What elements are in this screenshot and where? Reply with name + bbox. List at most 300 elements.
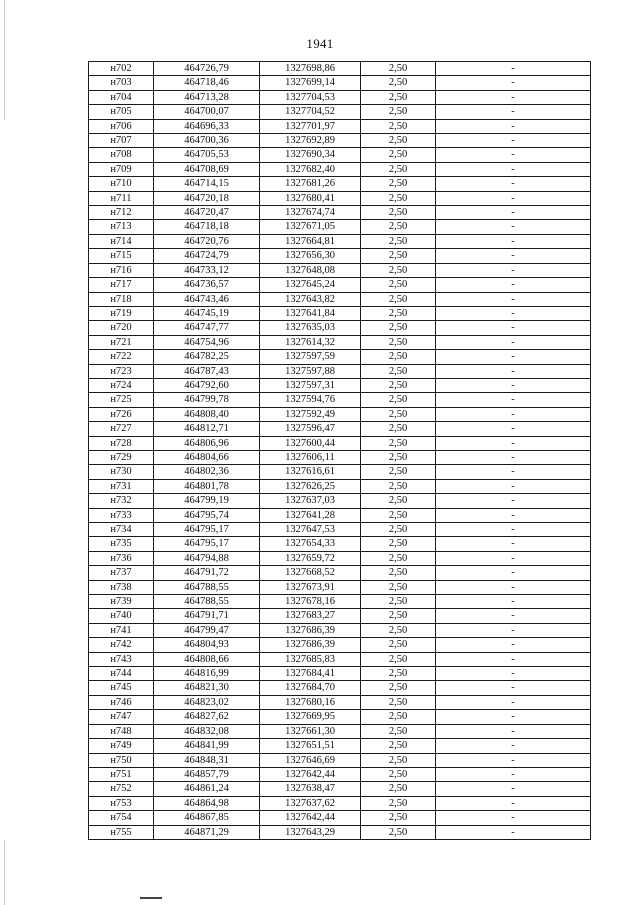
table-row <box>89 350 591 364</box>
description-cell: - <box>436 436 591 450</box>
point-id-cell: н735 <box>89 537 154 551</box>
description-cell: - <box>436 306 591 320</box>
y-coordinate-cell: 1327684,41 <box>260 667 361 681</box>
y-coordinate-cell: 1327698,86 <box>260 62 361 76</box>
point-id-cell: н704 <box>89 90 154 104</box>
y-coordinate-cell: 1327683,27 <box>260 609 361 623</box>
description-cell: - <box>436 767 591 781</box>
accuracy-cell: 2,50 <box>361 162 436 176</box>
x-coordinate-cell: 464714,15 <box>154 177 260 191</box>
point-id-cell: н705 <box>89 105 154 119</box>
point-id-cell: н712 <box>89 206 154 220</box>
point-id-cell: н716 <box>89 263 154 277</box>
y-coordinate-cell: 1327592,49 <box>260 407 361 421</box>
table-row <box>89 177 591 191</box>
y-coordinate-cell: 1327668,52 <box>260 566 361 580</box>
description-cell: - <box>436 580 591 594</box>
x-coordinate-cell: 464871,29 <box>154 825 260 839</box>
accuracy-cell: 2,50 <box>361 523 436 537</box>
description-cell: - <box>436 393 591 407</box>
point-id-cell: н753 <box>89 796 154 810</box>
table-row <box>89 566 591 580</box>
accuracy-cell: 2,50 <box>361 450 436 464</box>
point-id-cell: н746 <box>89 695 154 709</box>
description-cell: - <box>436 609 591 623</box>
table-row <box>89 321 591 335</box>
accuracy-cell: 2,50 <box>361 652 436 666</box>
point-id-cell: н724 <box>89 378 154 392</box>
y-coordinate-cell: 1327646,69 <box>260 753 361 767</box>
point-id-cell: н754 <box>89 811 154 825</box>
y-coordinate-cell: 1327681,26 <box>260 177 361 191</box>
description-cell: - <box>436 378 591 392</box>
coordinates-table-body <box>89 62 591 840</box>
accuracy-cell: 2,50 <box>361 177 436 191</box>
x-coordinate-cell: 464713,28 <box>154 90 260 104</box>
accuracy-cell: 2,50 <box>361 494 436 508</box>
y-coordinate-cell: 1327686,39 <box>260 638 361 652</box>
x-coordinate-cell: 464795,17 <box>154 537 260 551</box>
description-cell: - <box>436 321 591 335</box>
point-id-cell: н709 <box>89 162 154 176</box>
point-id-cell: н744 <box>89 667 154 681</box>
accuracy-cell: 2,50 <box>361 119 436 133</box>
point-id-cell: н728 <box>89 436 154 450</box>
point-id-cell: н745 <box>89 681 154 695</box>
accuracy-cell: 2,50 <box>361 90 436 104</box>
point-id-cell: н742 <box>89 638 154 652</box>
page-number: 1941 <box>306 36 334 51</box>
description-cell: - <box>436 134 591 148</box>
y-coordinate-cell: 1327597,59 <box>260 350 361 364</box>
table-row <box>89 191 591 205</box>
scan-edge-mark <box>4 0 5 120</box>
table-row <box>89 76 591 90</box>
x-coordinate-cell: 464848,31 <box>154 753 260 767</box>
accuracy-cell: 2,50 <box>361 695 436 709</box>
x-coordinate-cell: 464745,19 <box>154 306 260 320</box>
point-id-cell: н721 <box>89 335 154 349</box>
x-coordinate-cell: 464808,40 <box>154 407 260 421</box>
description-cell: - <box>436 681 591 695</box>
x-coordinate-cell: 464794,88 <box>154 551 260 565</box>
table-row <box>89 364 591 378</box>
point-id-cell: н752 <box>89 782 154 796</box>
x-coordinate-cell: 464720,47 <box>154 206 260 220</box>
point-id-cell: н707 <box>89 134 154 148</box>
description-cell: - <box>436 566 591 580</box>
accuracy-cell: 2,50 <box>361 407 436 421</box>
description-cell: - <box>436 177 591 191</box>
point-id-cell: н750 <box>89 753 154 767</box>
accuracy-cell: 2,50 <box>361 580 436 594</box>
x-coordinate-cell: 464720,76 <box>154 234 260 248</box>
description-cell: - <box>436 623 591 637</box>
table-row <box>89 450 591 464</box>
description-cell: - <box>436 479 591 493</box>
y-coordinate-cell: 1327647,53 <box>260 523 361 537</box>
point-id-cell: н730 <box>89 465 154 479</box>
point-id-cell: н736 <box>89 551 154 565</box>
table-row <box>89 523 591 537</box>
y-coordinate-cell: 1327656,30 <box>260 249 361 263</box>
accuracy-cell: 2,50 <box>361 278 436 292</box>
table-row <box>89 422 591 436</box>
x-coordinate-cell: 464791,72 <box>154 566 260 580</box>
y-coordinate-cell: 1327637,62 <box>260 796 361 810</box>
point-id-cell: н734 <box>89 523 154 537</box>
x-coordinate-cell: 464788,55 <box>154 580 260 594</box>
table-row <box>89 465 591 479</box>
y-coordinate-cell: 1327648,08 <box>260 263 361 277</box>
point-id-cell: н751 <box>89 767 154 781</box>
description-cell: - <box>436 667 591 681</box>
accuracy-cell: 2,50 <box>361 378 436 392</box>
table-row <box>89 494 591 508</box>
y-coordinate-cell: 1327597,88 <box>260 364 361 378</box>
table-row <box>89 234 591 248</box>
table-row <box>89 638 591 652</box>
y-coordinate-cell: 1327701,97 <box>260 119 361 133</box>
table-row <box>89 407 591 421</box>
accuracy-cell: 2,50 <box>361 393 436 407</box>
x-coordinate-cell: 464791,71 <box>154 609 260 623</box>
table-row <box>89 306 591 320</box>
point-id-cell: н719 <box>89 306 154 320</box>
x-coordinate-cell: 464743,46 <box>154 292 260 306</box>
x-coordinate-cell: 464804,66 <box>154 450 260 464</box>
accuracy-cell: 2,50 <box>361 623 436 637</box>
x-coordinate-cell: 464747,77 <box>154 321 260 335</box>
table-row <box>89 767 591 781</box>
point-id-cell: н727 <box>89 422 154 436</box>
y-coordinate-cell: 1327642,44 <box>260 767 361 781</box>
x-coordinate-cell: 464718,46 <box>154 76 260 90</box>
y-coordinate-cell: 1327597,31 <box>260 378 361 392</box>
y-coordinate-cell: 1327674,74 <box>260 206 361 220</box>
table-row <box>89 134 591 148</box>
point-id-cell: н717 <box>89 278 154 292</box>
description-cell: - <box>436 105 591 119</box>
table-row <box>89 595 591 609</box>
description-cell: - <box>436 407 591 421</box>
point-id-cell: н732 <box>89 494 154 508</box>
description-cell: - <box>436 537 591 551</box>
description-cell: - <box>436 796 591 810</box>
y-coordinate-cell: 1327645,24 <box>260 278 361 292</box>
accuracy-cell: 2,50 <box>361 667 436 681</box>
x-coordinate-cell: 464795,74 <box>154 508 260 522</box>
accuracy-cell: 2,50 <box>361 566 436 580</box>
accuracy-cell: 2,50 <box>361 206 436 220</box>
y-coordinate-cell: 1327654,33 <box>260 537 361 551</box>
description-cell: - <box>436 710 591 724</box>
y-coordinate-cell: 1327641,84 <box>260 306 361 320</box>
accuracy-cell: 2,50 <box>361 508 436 522</box>
x-coordinate-cell: 464700,07 <box>154 105 260 119</box>
table-row <box>89 90 591 104</box>
table-row <box>89 335 591 349</box>
x-coordinate-cell: 464861,24 <box>154 782 260 796</box>
accuracy-cell: 2,50 <box>361 263 436 277</box>
description-cell: - <box>436 523 591 537</box>
table-row <box>89 436 591 450</box>
accuracy-cell: 2,50 <box>361 321 436 335</box>
y-coordinate-cell: 1327680,41 <box>260 191 361 205</box>
accuracy-cell: 2,50 <box>361 62 436 76</box>
x-coordinate-cell: 464754,96 <box>154 335 260 349</box>
point-id-cell: н710 <box>89 177 154 191</box>
x-coordinate-cell: 464799,19 <box>154 494 260 508</box>
y-coordinate-cell: 1327651,51 <box>260 739 361 753</box>
description-cell: - <box>436 638 591 652</box>
accuracy-cell: 2,50 <box>361 220 436 234</box>
description-cell: - <box>436 724 591 738</box>
y-coordinate-cell: 1327635,03 <box>260 321 361 335</box>
x-coordinate-cell: 464857,79 <box>154 767 260 781</box>
scan-edge-mark <box>4 840 5 905</box>
y-coordinate-cell: 1327673,91 <box>260 580 361 594</box>
table-row <box>89 479 591 493</box>
table-row <box>89 551 591 565</box>
description-cell: - <box>436 206 591 220</box>
point-id-cell: н720 <box>89 321 154 335</box>
description-cell: - <box>436 220 591 234</box>
x-coordinate-cell: 464700,36 <box>154 134 260 148</box>
table-row <box>89 105 591 119</box>
table-row <box>89 119 591 133</box>
table-row <box>89 162 591 176</box>
point-id-cell: н711 <box>89 191 154 205</box>
accuracy-cell: 2,50 <box>361 537 436 551</box>
table-row <box>89 508 591 522</box>
accuracy-cell: 2,50 <box>361 767 436 781</box>
accuracy-cell: 2,50 <box>361 76 436 90</box>
x-coordinate-cell: 464802,36 <box>154 465 260 479</box>
y-coordinate-cell: 1327704,53 <box>260 90 361 104</box>
description-cell: - <box>436 494 591 508</box>
accuracy-cell: 2,50 <box>361 234 436 248</box>
y-coordinate-cell: 1327684,70 <box>260 681 361 695</box>
description-cell: - <box>436 148 591 162</box>
x-coordinate-cell: 464726,79 <box>154 62 260 76</box>
description-cell: - <box>436 551 591 565</box>
point-id-cell: н731 <box>89 479 154 493</box>
x-coordinate-cell: 464792,60 <box>154 378 260 392</box>
table-row <box>89 623 591 637</box>
x-coordinate-cell: 464823,02 <box>154 695 260 709</box>
table-row <box>89 393 591 407</box>
y-coordinate-cell: 1327680,16 <box>260 695 361 709</box>
y-coordinate-cell: 1327669,95 <box>260 710 361 724</box>
x-coordinate-cell: 464782,25 <box>154 350 260 364</box>
x-coordinate-cell: 464867,85 <box>154 811 260 825</box>
x-coordinate-cell: 464841,99 <box>154 739 260 753</box>
description-cell: - <box>436 753 591 767</box>
table-row <box>89 811 591 825</box>
point-id-cell: н739 <box>89 595 154 609</box>
point-id-cell: н723 <box>89 364 154 378</box>
y-coordinate-cell: 1327671,05 <box>260 220 361 234</box>
x-coordinate-cell: 464801,78 <box>154 479 260 493</box>
table-row <box>89 220 591 234</box>
point-id-cell: н708 <box>89 148 154 162</box>
accuracy-cell: 2,50 <box>361 782 436 796</box>
y-coordinate-cell: 1327661,30 <box>260 724 361 738</box>
accuracy-cell: 2,50 <box>361 105 436 119</box>
description-cell: - <box>436 508 591 522</box>
accuracy-cell: 2,50 <box>361 681 436 695</box>
y-coordinate-cell: 1327682,40 <box>260 162 361 176</box>
table-row <box>89 249 591 263</box>
x-coordinate-cell: 464816,99 <box>154 667 260 681</box>
point-id-cell: н755 <box>89 825 154 839</box>
description-cell: - <box>436 263 591 277</box>
accuracy-cell: 2,50 <box>361 710 436 724</box>
point-id-cell: н733 <box>89 508 154 522</box>
description-cell: - <box>436 652 591 666</box>
description-cell: - <box>436 292 591 306</box>
description-cell: - <box>436 422 591 436</box>
description-cell: - <box>436 335 591 349</box>
accuracy-cell: 2,50 <box>361 249 436 263</box>
x-coordinate-cell: 464827,62 <box>154 710 260 724</box>
table-row <box>89 796 591 810</box>
description-cell: - <box>436 62 591 76</box>
table-row <box>89 710 591 724</box>
table-row <box>89 537 591 551</box>
y-coordinate-cell: 1327600,44 <box>260 436 361 450</box>
description-cell: - <box>436 119 591 133</box>
point-id-cell: н747 <box>89 710 154 724</box>
accuracy-cell: 2,50 <box>361 609 436 623</box>
description-cell: - <box>436 191 591 205</box>
table-row <box>89 62 591 76</box>
y-coordinate-cell: 1327637,03 <box>260 494 361 508</box>
x-coordinate-cell: 464718,18 <box>154 220 260 234</box>
x-coordinate-cell: 464821,30 <box>154 681 260 695</box>
description-cell: - <box>436 350 591 364</box>
y-coordinate-cell: 1327642,44 <box>260 811 361 825</box>
accuracy-cell: 2,50 <box>361 364 436 378</box>
accuracy-cell: 2,50 <box>361 551 436 565</box>
accuracy-cell: 2,50 <box>361 479 436 493</box>
point-id-cell: н725 <box>89 393 154 407</box>
accuracy-cell: 2,50 <box>361 595 436 609</box>
table-row <box>89 609 591 623</box>
table-row <box>89 695 591 709</box>
point-id-cell: н714 <box>89 234 154 248</box>
accuracy-cell: 2,50 <box>361 811 436 825</box>
accuracy-cell: 2,50 <box>361 422 436 436</box>
x-coordinate-cell: 464808,66 <box>154 652 260 666</box>
table-row <box>89 681 591 695</box>
table-row <box>89 148 591 162</box>
description-cell: - <box>436 825 591 839</box>
point-id-cell: н706 <box>89 119 154 133</box>
y-coordinate-cell: 1327616,61 <box>260 465 361 479</box>
y-coordinate-cell: 1327641,28 <box>260 508 361 522</box>
x-coordinate-cell: 464705,53 <box>154 148 260 162</box>
y-coordinate-cell: 1327678,16 <box>260 595 361 609</box>
description-cell: - <box>436 90 591 104</box>
y-coordinate-cell: 1327594,76 <box>260 393 361 407</box>
description-cell: - <box>436 782 591 796</box>
description-cell: - <box>436 364 591 378</box>
description-cell: - <box>436 739 591 753</box>
accuracy-cell: 2,50 <box>361 292 436 306</box>
x-coordinate-cell: 464708,69 <box>154 162 260 176</box>
table-row <box>89 753 591 767</box>
accuracy-cell: 2,50 <box>361 724 436 738</box>
description-cell: - <box>436 465 591 479</box>
coordinates-table <box>88 61 591 840</box>
y-coordinate-cell: 1327643,29 <box>260 825 361 839</box>
accuracy-cell: 2,50 <box>361 465 436 479</box>
point-id-cell: н743 <box>89 652 154 666</box>
description-cell: - <box>436 450 591 464</box>
y-coordinate-cell: 1327643,82 <box>260 292 361 306</box>
y-coordinate-cell: 1327659,72 <box>260 551 361 565</box>
x-coordinate-cell: 464696,33 <box>154 119 260 133</box>
point-id-cell: н702 <box>89 62 154 76</box>
x-coordinate-cell: 464720,18 <box>154 191 260 205</box>
accuracy-cell: 2,50 <box>361 436 436 450</box>
y-coordinate-cell: 1327692,89 <box>260 134 361 148</box>
x-coordinate-cell: 464788,55 <box>154 595 260 609</box>
description-cell: - <box>436 811 591 825</box>
accuracy-cell: 2,50 <box>361 638 436 652</box>
accuracy-cell: 2,50 <box>361 134 436 148</box>
table-row <box>89 278 591 292</box>
point-id-cell: н729 <box>89 450 154 464</box>
y-coordinate-cell: 1327606,11 <box>260 450 361 464</box>
y-coordinate-cell: 1327614,32 <box>260 335 361 349</box>
y-coordinate-cell: 1327704,52 <box>260 105 361 119</box>
point-id-cell: н718 <box>89 292 154 306</box>
table-row <box>89 825 591 839</box>
x-coordinate-cell: 464787,43 <box>154 364 260 378</box>
accuracy-cell: 2,50 <box>361 191 436 205</box>
point-id-cell: н748 <box>89 724 154 738</box>
x-coordinate-cell: 464799,47 <box>154 623 260 637</box>
table-row <box>89 782 591 796</box>
accuracy-cell: 2,50 <box>361 306 436 320</box>
y-coordinate-cell: 1327690,34 <box>260 148 361 162</box>
y-coordinate-cell: 1327596,47 <box>260 422 361 436</box>
point-id-cell: н740 <box>89 609 154 623</box>
point-id-cell: н713 <box>89 220 154 234</box>
y-coordinate-cell: 1327626,25 <box>260 479 361 493</box>
table-row <box>89 724 591 738</box>
description-cell: - <box>436 234 591 248</box>
table-row <box>89 263 591 277</box>
x-coordinate-cell: 464724,79 <box>154 249 260 263</box>
accuracy-cell: 2,50 <box>361 753 436 767</box>
accuracy-cell: 2,50 <box>361 148 436 162</box>
point-id-cell: н741 <box>89 623 154 637</box>
x-coordinate-cell: 464806,96 <box>154 436 260 450</box>
accuracy-cell: 2,50 <box>361 335 436 349</box>
table-row <box>89 206 591 220</box>
y-coordinate-cell: 1327664,81 <box>260 234 361 248</box>
point-id-cell: н722 <box>89 350 154 364</box>
x-coordinate-cell: 464733,12 <box>154 263 260 277</box>
table-row <box>89 378 591 392</box>
description-cell: - <box>436 278 591 292</box>
description-cell: - <box>436 595 591 609</box>
point-id-cell: н749 <box>89 739 154 753</box>
